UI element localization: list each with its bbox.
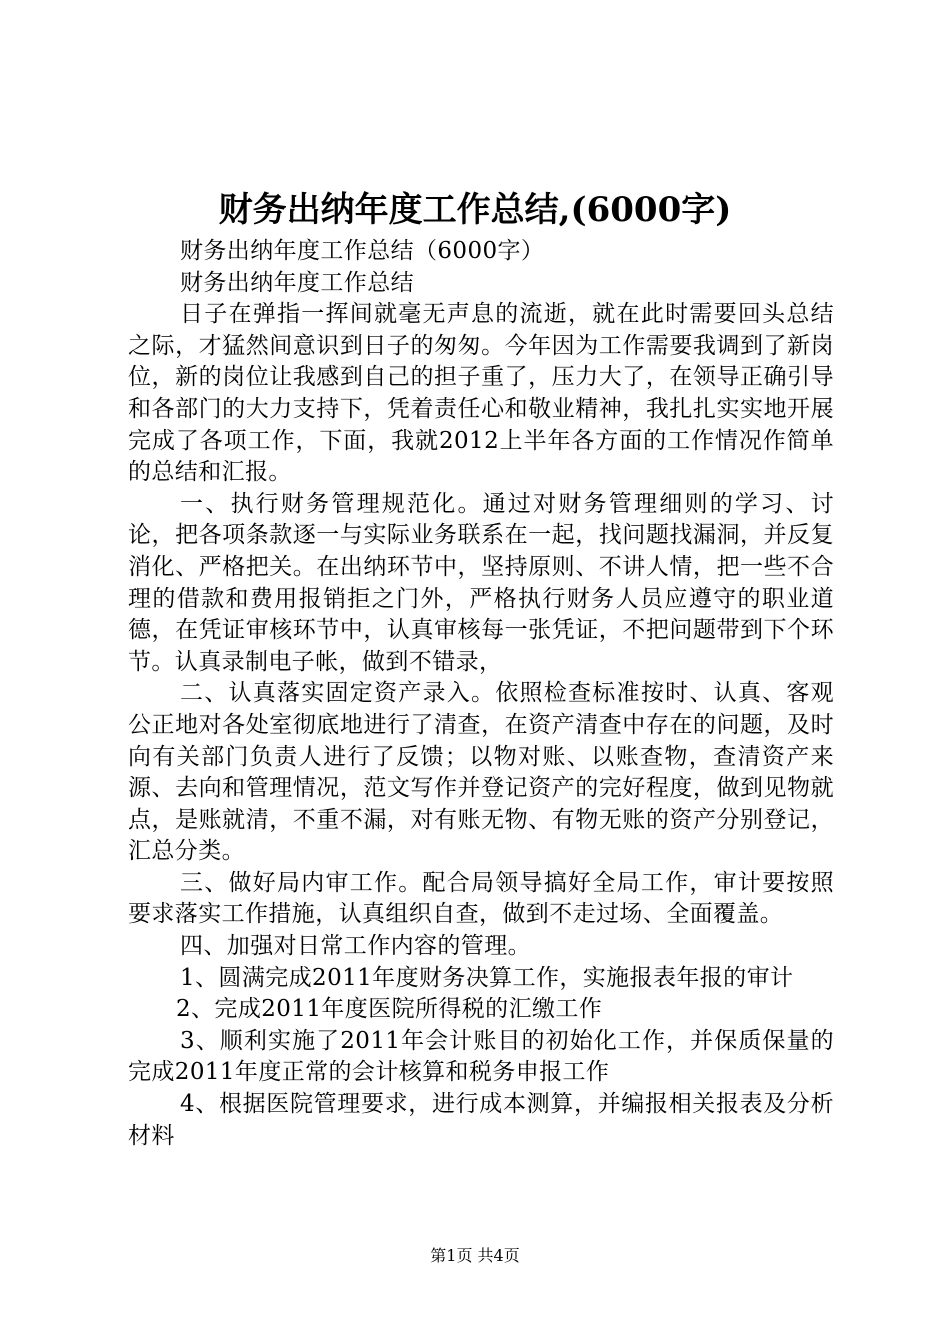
list-item-4: 4、根据医院管理要求，进行成本测算，并编报相关报表及分析材料 [128,1091,834,1149]
paragraph-section-1: 一、执行财务管理规范化。通过对财务管理细则的学习、讨论，把各项条款逐一与实际业务联系在一起，找问题找漏洞，并反复消化、严格把关。在出纳环节中，坚持原则、不讲人情，把一些不合理的借款和费用报销拒之门外，严格执行财务人员应遵守的职业道德，在凭证审核环节中，认真审核每一张凭证，不把问题带到下个环节。认真录制电子帐，做到不错录， [128,490,834,675]
document-title: 财务出纳年度工作总结,(6000字) [218,190,732,230]
subtitle-line: 财务出纳年度工作总结（6000字） [180,238,545,264]
list-item-3: 3、顺利实施了2011年会计账目的初始化工作，并保质保量的完成2011年度正常的会计核算和税务申报工作 [128,1027,834,1086]
paragraph-intro: 日子在弹指一挥间就毫无声息的流逝，就在此时需要回头总结之际，才猛然间意识到日子的匆匆。今年因为工作需要我调到了新岗位，新的岗位让我感到自己的担子重了，压力大了，在领导正确引导和各部门的大力支持下，凭着责任心和敬业精神，我扎扎实实地开展完成了各项工作，下面，我就2012上半年各方面的工作情况作简单的总结和汇报。 [128,301,834,486]
paragraph-section-4: 四、加强对日常工作内容的管理。 [180,933,531,960]
document-body [128,236,834,1152]
list-item-1: 1、圆满完成2011年度财务决算工作，实施报表年报的审计 [180,964,794,991]
paragraph-section-2: 二、认真落实固定资产录入。依照检查标准按时、认真、客观公正地对各处室彻底地进行了清查，在资产清查中存在的问题，及时向有关部门负责人进行了反馈；以物对账、以账查物，查清资产来源、去向和管理情况，范文写作并登记资产的完好程度，做到见物就点，是账就清，不重不漏，对有账无物、有物无账的资产分别登记，汇总分类。 [128,680,834,865]
page-footer: 第1页 共4页 [430,1246,520,1265]
heading-line: 财务出纳年度工作总结 [180,269,414,296]
list-item-2: 2、完成2011年度医院所得税的汇缴工作 [176,996,603,1023]
paragraph-section-3: 三、做好局内审工作。配合局领导搞好全局工作，审计要按照要求落实工作措施，认真组织自查，做到不走过场、全面覆盖。 [128,869,834,928]
